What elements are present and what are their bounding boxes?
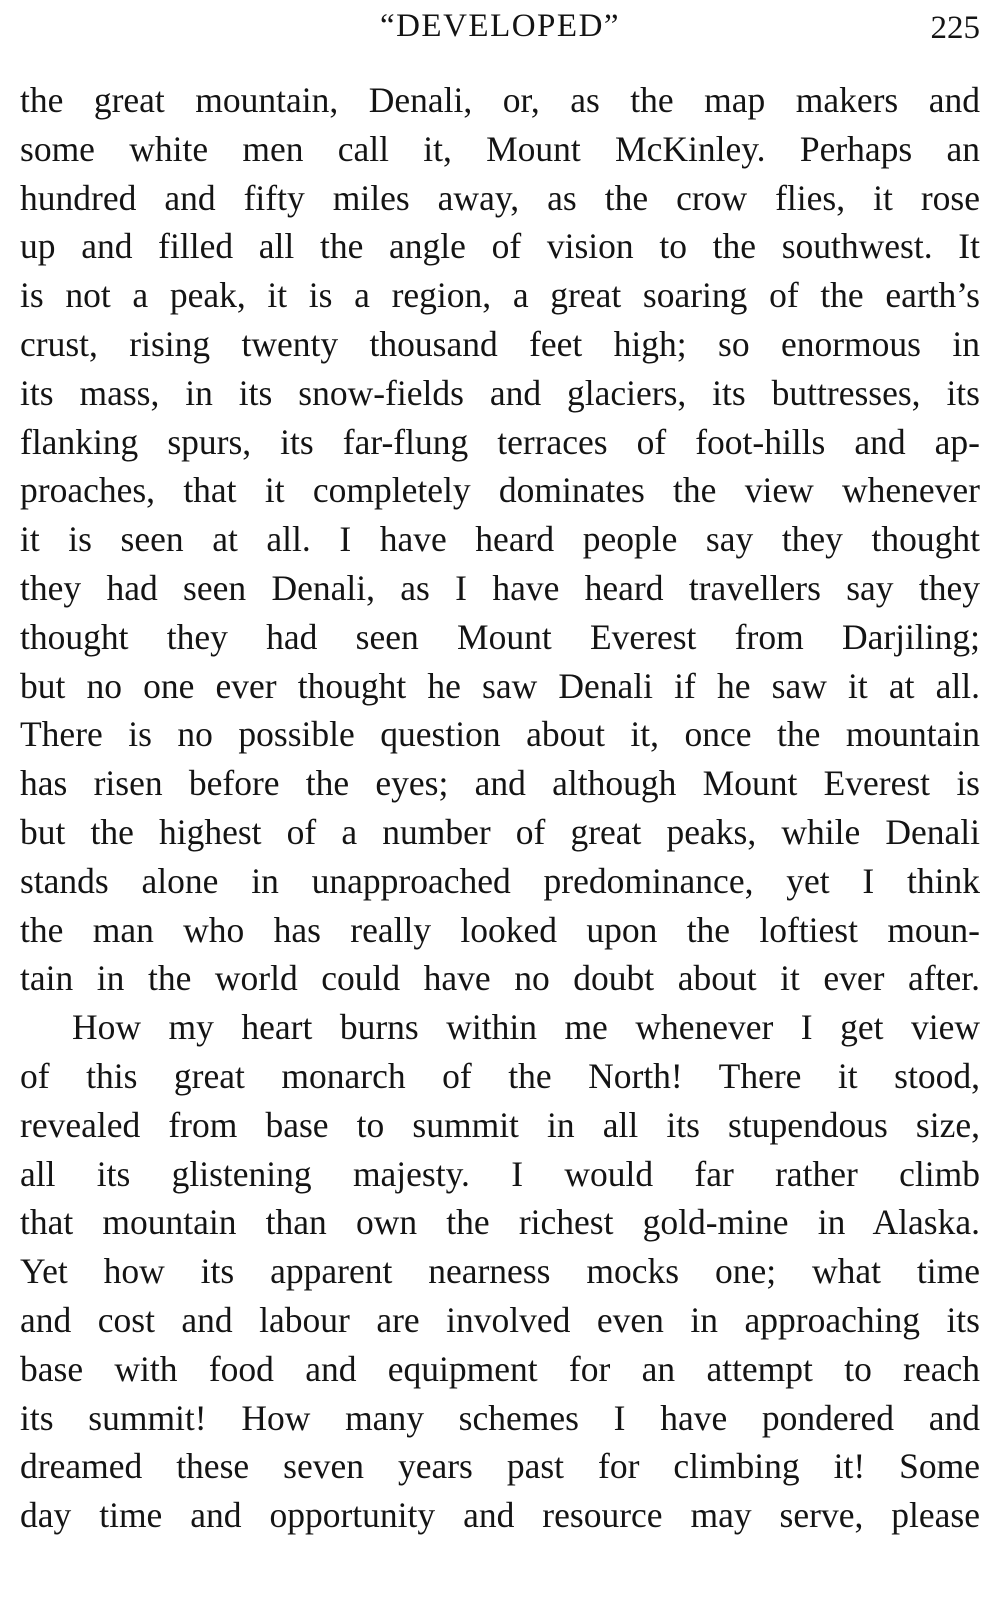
text-line: but the highest of a number of great peaks, while Denali xyxy=(20,811,980,852)
text-line: of this great monarch of the North! There it stood, xyxy=(20,1055,980,1096)
body-text xyxy=(20,76,980,1540)
text-line: flanking spurs, its far-flung terraces of foot-hills and ap- xyxy=(20,421,980,462)
text-line: base with food and equipment for an attempt to reach xyxy=(20,1348,980,1389)
text-line: crust, rising twenty thousand feet high; so enormous in xyxy=(20,323,980,364)
text-line: and cost and labour are involved even in approaching its xyxy=(20,1299,980,1340)
text-line: thought they had seen Mount Everest from Darjiling; xyxy=(20,616,980,657)
text-line: up and filled all the angle of vision to the southwest. It xyxy=(20,226,980,267)
text-line: some white men call it, Mount McKinley. Perhaps an xyxy=(20,128,980,169)
text-line: they had seen Denali, as I have heard travellers say they xyxy=(20,567,980,608)
text-line: tain in the world could have no doubt about it ever after. xyxy=(20,958,980,999)
text-line: but no one ever thought he saw Denali if he saw it at all. xyxy=(20,665,980,706)
text-line: its summit! How many schemes I have pondered and xyxy=(20,1397,980,1438)
text-line: day time and opportunity and resource may serve, please xyxy=(20,1495,980,1536)
text-line: all its glistening majesty. I would far rather climb xyxy=(20,1153,980,1194)
running-title: “DEVELOPED” xyxy=(379,8,621,44)
text-line: revealed from base to summit in all its stupendous size, xyxy=(20,1104,980,1145)
paragraph-first-line: How my heart burns within me whenever I get view xyxy=(72,1007,980,1048)
text-line: its mass, in its snow-fields and glaciers, its buttresses, its xyxy=(20,372,980,413)
text-line: has risen before the eyes; and although Mount Everest is xyxy=(20,763,980,804)
text-line: the great mountain, Denali, or, as the map makers and xyxy=(20,80,980,120)
text-line: the man who has really looked upon the loftiest moun- xyxy=(20,909,980,950)
text-line: that mountain than own the richest gold-mine in Alaska. xyxy=(20,1202,980,1243)
text-line: is not a peak, it is a region, a great soaring of the earth’s xyxy=(20,275,980,316)
text-line: stands alone in unapproached predominance, yet I think xyxy=(20,860,980,901)
text-line: dreamed these seven years past for climbing it! Some xyxy=(20,1446,980,1487)
running-head xyxy=(20,4,980,52)
text-line: There is no possible question about it, once the mountain xyxy=(20,714,980,755)
text-line: proaches, that it completely dominates the view whenever xyxy=(20,470,980,511)
text-line: it is seen at all. I have heard people say they thought xyxy=(20,519,980,560)
text-line: Yet how its apparent nearness mocks one; what time xyxy=(20,1251,980,1292)
page-number: 225 xyxy=(930,10,980,46)
text-line: hundred and fifty miles away, as the crow flies, it rose xyxy=(20,177,980,218)
